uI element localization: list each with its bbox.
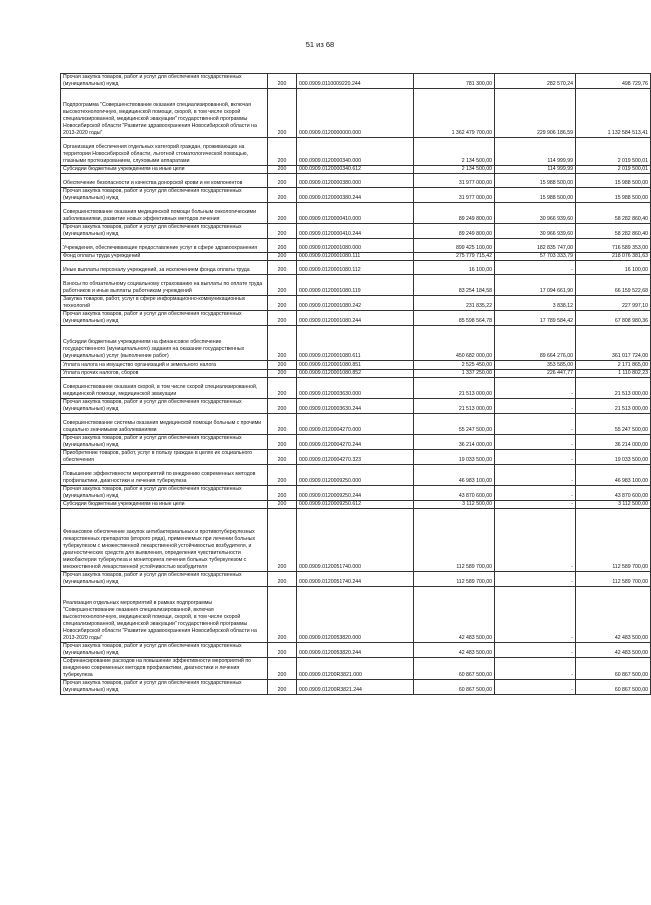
row-executed-amount: -	[495, 572, 576, 587]
row-executed-amount: -	[495, 435, 576, 450]
row-executed-amount: 353 585,00	[495, 361, 576, 370]
row-description: Прочая закупка товаров, работ и услуг для обеспечения государственных (муниципальных) нужд	[61, 399, 268, 414]
table-row	[61, 174, 651, 188]
row-budget-code: 000.0909.0120001080.242	[297, 296, 414, 311]
table-row	[61, 414, 651, 435]
row-approved-amount: 112 589 700,00	[414, 572, 495, 587]
row-executed-amount: 114 999,99	[495, 166, 576, 174]
table-row	[61, 509, 651, 572]
row-remaining-amount: 55 247 500,00	[576, 414, 651, 435]
row-kvr-code: 200	[268, 509, 297, 572]
table-row	[61, 253, 651, 261]
row-remaining-amount: 21 513 000,00	[576, 378, 651, 399]
row-approved-amount: 21 513 000,00	[414, 399, 495, 414]
row-approved-amount: 60 867 500,00	[414, 680, 495, 695]
row-executed-amount: -	[495, 587, 576, 643]
row-kvr-code: 200	[268, 174, 297, 188]
row-remaining-amount: 2 019 500,01	[576, 138, 651, 166]
row-description: Прочая закупка товаров, работ и услуг для обеспечения государственных (муниципальных) нужд	[61, 680, 268, 695]
table-row	[61, 203, 651, 224]
row-executed-amount: -	[495, 501, 576, 509]
row-kvr-code: 200	[268, 239, 297, 253]
table-row	[61, 450, 651, 465]
row-kvr-code: 200	[268, 450, 297, 465]
row-budget-code: 000.0909.01200R3821.244	[297, 680, 414, 695]
row-approved-amount: 1 362 479 700,00	[414, 89, 495, 138]
row-executed-amount: -	[495, 414, 576, 435]
row-kvr-code: 200	[268, 587, 297, 643]
row-budget-code: 000.0909.0120003630.000	[297, 378, 414, 399]
row-remaining-amount: 58 282 860,40	[576, 224, 651, 239]
row-description: Прочая закупка товаров, работ и услуг для обеспечения государственных (муниципальных) нужд	[61, 643, 268, 658]
row-kvr-code: 200	[268, 572, 297, 587]
row-budget-code: 000.0909.0120000380.244	[297, 188, 414, 203]
row-description: Учреждения, обеспечивающие предоставление услуг в сфере здравоохранения	[61, 239, 268, 253]
row-remaining-amount: 60 867 500,00	[576, 658, 651, 680]
row-remaining-amount: 112 589 700,00	[576, 572, 651, 587]
row-executed-amount: -	[495, 486, 576, 501]
row-description: Организация обеспечения отдельных категорий граждан, проживающих на территории Новосибирской области, льготной стоматологической помощью, глазными протезированием, слуховыми аппаратами	[61, 138, 268, 166]
row-description: Уплата прочих налогов, сборов	[61, 370, 268, 378]
row-approved-amount: 275 779 715,42	[414, 253, 495, 261]
row-description: Совершенствование системы оказания медицинской помощи больным с прочими социально значимыми заболеваниями	[61, 414, 268, 435]
row-kvr-code: 200	[268, 89, 297, 138]
row-description: Фонд оплаты труда учреждений	[61, 253, 268, 261]
row-description: Прочая закупка товаров, работ и услуг для обеспечения государственных (муниципальных) нужд	[61, 224, 268, 239]
row-remaining-amount: 218 076 381,63	[576, 253, 651, 261]
row-budget-code: 000.0909.0120001080.244	[297, 311, 414, 326]
row-approved-amount: 89 249 800,00	[414, 224, 495, 239]
row-kvr-code: 200	[268, 74, 297, 89]
row-executed-amount: -	[495, 658, 576, 680]
row-kvr-code: 200	[268, 261, 297, 275]
row-description: Совершенствование оказания медицинской помощи больным онкологическими заболеваниями, развитие новых эффективных методов лечения	[61, 203, 268, 224]
row-description: Прочая закупка товаров, работ и услуг для обеспечения государственных (муниципальных) нужд	[61, 188, 268, 203]
row-executed-amount: -	[495, 450, 576, 465]
row-description: Повышение эффективности мероприятий по внедрению современных методов профилактики, диагностики и лечения туберкулеза	[61, 465, 268, 486]
row-budget-code: 000.0909.0120009250.244	[297, 486, 414, 501]
table-row	[61, 296, 651, 311]
row-description: Совершенствование оказания скорой, в том числе скорой специализированной, медицинской помощи, медицинской эвакуации	[61, 378, 268, 399]
row-approved-amount: 89 249 800,00	[414, 203, 495, 224]
row-budget-code: 000.0909.0120001080.112	[297, 261, 414, 275]
row-executed-amount: 17 094 661,90	[495, 275, 576, 296]
row-kvr-code: 200	[268, 224, 297, 239]
row-budget-code: 000.0909.0120003630.244	[297, 399, 414, 414]
row-budget-code: 000.0909.0120009250.000	[297, 465, 414, 486]
row-executed-amount: 15 988 500,00	[495, 174, 576, 188]
row-approved-amount: 2 134 500,00	[414, 166, 495, 174]
row-executed-amount: -	[495, 261, 576, 275]
row-approved-amount: 83 254 184,58	[414, 275, 495, 296]
row-approved-amount: 19 033 500,00	[414, 450, 495, 465]
row-executed-amount: -	[495, 378, 576, 399]
table-row	[61, 261, 651, 275]
row-remaining-amount: 60 867 500,00	[576, 680, 651, 695]
row-executed-amount: 57 703 333,79	[495, 253, 576, 261]
row-description: Взносы по обязательному социальному страхованию на выплаты по оплате труда работников и иные выплаты работникам учреждений	[61, 275, 268, 296]
row-kvr-code: 200	[268, 188, 297, 203]
row-remaining-amount: 361 017 724,00	[576, 326, 651, 361]
row-approved-amount: 43 870 600,00	[414, 486, 495, 501]
row-approved-amount: 781 300,00	[414, 74, 495, 89]
row-approved-amount: 112 589 700,00	[414, 509, 495, 572]
row-remaining-amount: 716 589 353,00	[576, 239, 651, 253]
table-row	[61, 680, 651, 695]
row-budget-code: 000.0909.0120000340.612	[297, 166, 414, 174]
row-remaining-amount: 66 159 522,68	[576, 275, 651, 296]
row-remaining-amount: 2 019 500,01	[576, 166, 651, 174]
row-approved-amount: 2 525 450,00	[414, 361, 495, 370]
row-description: Обеспечение безопасности и качества донорской крови и ее компонентов	[61, 174, 268, 188]
row-budget-code: 000.0909.0120000410.244	[297, 224, 414, 239]
table-row	[61, 370, 651, 378]
row-kvr-code: 200	[268, 311, 297, 326]
row-description: Финансовое обеспечение закупок антибактериальных и противотуберкулезных лекарственных препаратов (второго ряда), применяемых при лечении больных туберкулезом с множественной лекарственной устойчивостью возбудителя, и диагностических средств для выявления, определения чувствительности микобактерии туберкулеза и мониторинга лечения больных туберкулезом с множественной лекарственной устойчивостью возбудителя	[61, 509, 268, 572]
row-budget-code: 000.0909.0120001080.119	[297, 275, 414, 296]
row-kvr-code: 200	[268, 166, 297, 174]
row-description: Закупка товаров, работ, услуг в сфере информационно-коммуникационных технологий	[61, 296, 268, 311]
row-executed-amount: 89 664 276,00	[495, 326, 576, 361]
row-approved-amount: 60 867 500,00	[414, 658, 495, 680]
row-budget-code: 000.0909.0120001080.852	[297, 370, 414, 378]
row-description: Софинансирование расходов на повышение эффективности мероприятий по внедрению современных методов профилактики, диагностики и лечения туберкулеза	[61, 658, 268, 680]
row-budget-code: 000.0909.0120000000.000	[297, 89, 414, 138]
row-budget-code: 000.0909.0120009250.612	[297, 501, 414, 509]
row-kvr-code: 200	[268, 643, 297, 658]
row-description: Иные выплаты персоналу учреждений, за исключением фонда оплаты труда	[61, 261, 268, 275]
row-remaining-amount: 15 988 500,00	[576, 174, 651, 188]
row-remaining-amount: 67 808 980,36	[576, 311, 651, 326]
row-budget-code: 000.0909.0120051740.244	[297, 572, 414, 587]
row-executed-amount: 17 789 584,42	[495, 311, 576, 326]
row-executed-amount: 282 570,24	[495, 74, 576, 89]
table-row	[61, 658, 651, 680]
row-budget-code: 000.0909.0120000410.000	[297, 203, 414, 224]
row-remaining-amount: 3 112 500,00	[576, 501, 651, 509]
row-kvr-code: 200	[268, 399, 297, 414]
table-row	[61, 465, 651, 486]
row-approved-amount: 231 835,22	[414, 296, 495, 311]
row-description: Прочая закупка товаров, работ и услуг для обеспечения государственных (муниципальных) нужд	[61, 572, 268, 587]
row-approved-amount: 899 425 100,00	[414, 239, 495, 253]
row-approved-amount: 46 983 100,00	[414, 465, 495, 486]
table-row	[61, 572, 651, 587]
row-description: Подпрограмма "Совершенствование оказания специализированной, включая высокотехнологичную, медицинской помощи, скорой, в том числе скорой специализированной, медицинской эвакуации" государственной программы Новосибирской области "Развитие здравоохранения Новосибирской области на 2013-2020 годы"	[61, 89, 268, 138]
row-executed-amount: 15 988 500,00	[495, 188, 576, 203]
row-kvr-code: 200	[268, 138, 297, 166]
row-budget-code: 000.0909.0120053820.244	[297, 643, 414, 658]
table-row	[61, 138, 651, 166]
table-row	[61, 486, 651, 501]
row-executed-amount: 229 906 186,59	[495, 89, 576, 138]
row-approved-amount: 31 977 000,00	[414, 174, 495, 188]
row-remaining-amount: 46 983 100,00	[576, 465, 651, 486]
table-row	[61, 239, 651, 253]
row-description: Прочая закупка товаров, работ и услуг для обеспечения государственных (муниципальных) нужд	[61, 311, 268, 326]
row-remaining-amount: 112 589 700,00	[576, 509, 651, 572]
row-kvr-code: 200	[268, 203, 297, 224]
table-row	[61, 361, 651, 370]
row-approved-amount: 450 682 000,00	[414, 326, 495, 361]
row-approved-amount: 36 214 000,00	[414, 435, 495, 450]
row-description: Прочая закупка товаров, работ и услуг для обеспечения государственных (муниципальных) нужд	[61, 435, 268, 450]
row-kvr-code: 200	[268, 326, 297, 361]
row-budget-code: 000.0909.01200R3821.000	[297, 658, 414, 680]
row-kvr-code: 200	[268, 253, 297, 261]
row-remaining-amount: 1 132 584 513,41	[576, 89, 651, 138]
row-remaining-amount: 36 214 000,00	[576, 435, 651, 450]
row-budget-code: 000.0909.0120053820.000	[297, 587, 414, 643]
row-kvr-code: 200	[268, 435, 297, 450]
row-approved-amount: 2 134 500,00	[414, 138, 495, 166]
row-description: Прочая закупка товаров, работ и услуг для обеспечения государственных (муниципальных) нужд	[61, 486, 268, 501]
row-budget-code: 000.0909.0120000340.000	[297, 138, 414, 166]
row-budget-code: 000.0909.0120001080.111	[297, 253, 414, 261]
table-row	[61, 501, 651, 509]
table-row	[61, 435, 651, 450]
row-kvr-code: 200	[268, 378, 297, 399]
table-row	[61, 311, 651, 326]
row-remaining-amount: 21 513 000,00	[576, 399, 651, 414]
row-remaining-amount: 1 110 802,23	[576, 370, 651, 378]
row-executed-amount: 226 447,77	[495, 370, 576, 378]
row-remaining-amount: 42 483 500,00	[576, 643, 651, 658]
row-executed-amount: -	[495, 509, 576, 572]
table-row	[61, 166, 651, 174]
row-approved-amount: 16 100,00	[414, 261, 495, 275]
row-kvr-code: 200	[268, 296, 297, 311]
row-remaining-amount: 15 988 500,00	[576, 188, 651, 203]
row-budget-code: 000.0909.0120004270.244	[297, 435, 414, 450]
row-executed-amount: 3 838,12	[495, 296, 576, 311]
table-body	[61, 74, 651, 695]
budget-execution-table	[60, 73, 651, 695]
row-kvr-code: 200	[268, 370, 297, 378]
row-kvr-code: 200	[268, 465, 297, 486]
row-remaining-amount: 19 033 500,00	[576, 450, 651, 465]
row-budget-code: 000.0909.0120051740.000	[297, 509, 414, 572]
row-remaining-amount: 2 171 865,00	[576, 361, 651, 370]
row-description: Уплата налога на имущество организаций и земельного налога	[61, 361, 268, 370]
table-row	[61, 275, 651, 296]
row-budget-code: 000.0909.0120001080.851	[297, 361, 414, 370]
table-row	[61, 378, 651, 399]
row-executed-amount: 30 966 939,60	[495, 224, 576, 239]
row-budget-code: 000.0909.0120000380.000	[297, 174, 414, 188]
row-executed-amount: 114 999,99	[495, 138, 576, 166]
row-approved-amount: 1 337 250,00	[414, 370, 495, 378]
row-executed-amount: 182 835 747,00	[495, 239, 576, 253]
table-row	[61, 224, 651, 239]
table-row	[61, 89, 651, 138]
row-remaining-amount: 58 282 860,40	[576, 203, 651, 224]
row-kvr-code: 200	[268, 414, 297, 435]
table-row	[61, 326, 651, 361]
row-kvr-code: 200	[268, 361, 297, 370]
row-budget-code: 000.0909.0120001080.000	[297, 239, 414, 253]
row-description: Субсидии бюджетным учреждениям на иные цели	[61, 501, 268, 509]
row-executed-amount: -	[495, 399, 576, 414]
row-remaining-amount: 42 483 500,00	[576, 587, 651, 643]
row-description: Субсидии бюджетным учреждениям на финансовое обеспечение государственного (муниципального) задания на оказание государственных (муниципальных) услуг (выполнение работ)	[61, 326, 268, 361]
row-executed-amount: -	[495, 465, 576, 486]
row-approved-amount: 55 247 500,00	[414, 414, 495, 435]
row-approved-amount: 42 483 500,00	[414, 587, 495, 643]
row-approved-amount: 3 112 500,00	[414, 501, 495, 509]
row-description: Прочая закупка товаров, работ и услуг для обеспечения государственных (муниципальных) нужд	[61, 74, 268, 89]
table-row	[61, 587, 651, 643]
row-executed-amount: -	[495, 680, 576, 695]
row-approved-amount: 21 513 000,00	[414, 378, 495, 399]
row-kvr-code: 200	[268, 658, 297, 680]
row-remaining-amount: 498 729,76	[576, 74, 651, 89]
table-row	[61, 643, 651, 658]
row-remaining-amount: 227 997,10	[576, 296, 651, 311]
row-approved-amount: 85 598 564,78	[414, 311, 495, 326]
row-approved-amount: 31 977 000,00	[414, 188, 495, 203]
row-executed-amount: -	[495, 643, 576, 658]
row-description: Субсидии бюджетным учреждениям на иные цели	[61, 166, 268, 174]
row-description: Приобретение товаров, работ, услуг в пользу граждан в целях их социального обеспечения	[61, 450, 268, 465]
row-budget-code: 000.0909.0120004270.000	[297, 414, 414, 435]
table-row	[61, 399, 651, 414]
row-budget-code: 000.0909.0120004270.323	[297, 450, 414, 465]
row-budget-code: 000.0909.0110009220.244	[297, 74, 414, 89]
row-remaining-amount: 43 870 600,00	[576, 486, 651, 501]
row-kvr-code: 200	[268, 486, 297, 501]
page-number: 51 из 68	[305, 40, 335, 49]
row-description: Реализация отдельных мероприятий в рамках подпрограммы "Совершенствование оказания специализированной, включая высокотехнологичную, медицинской помощи, скорой, в том числе скорой специализированной, медицинской эвакуации" государственной программы Новосибирской области "Развитие здравоохранения Новосибирской области на 2013-2020 годы"	[61, 587, 268, 643]
table-row	[61, 188, 651, 203]
row-kvr-code: 200	[268, 275, 297, 296]
row-budget-code: 000.0909.0120001080.611	[297, 326, 414, 361]
table-row	[61, 74, 651, 89]
row-remaining-amount: 16 100,00	[576, 261, 651, 275]
row-approved-amount: 42 483 500,00	[414, 643, 495, 658]
row-kvr-code: 200	[268, 680, 297, 695]
row-kvr-code: 200	[268, 501, 297, 509]
row-executed-amount: 30 966 939,60	[495, 203, 576, 224]
